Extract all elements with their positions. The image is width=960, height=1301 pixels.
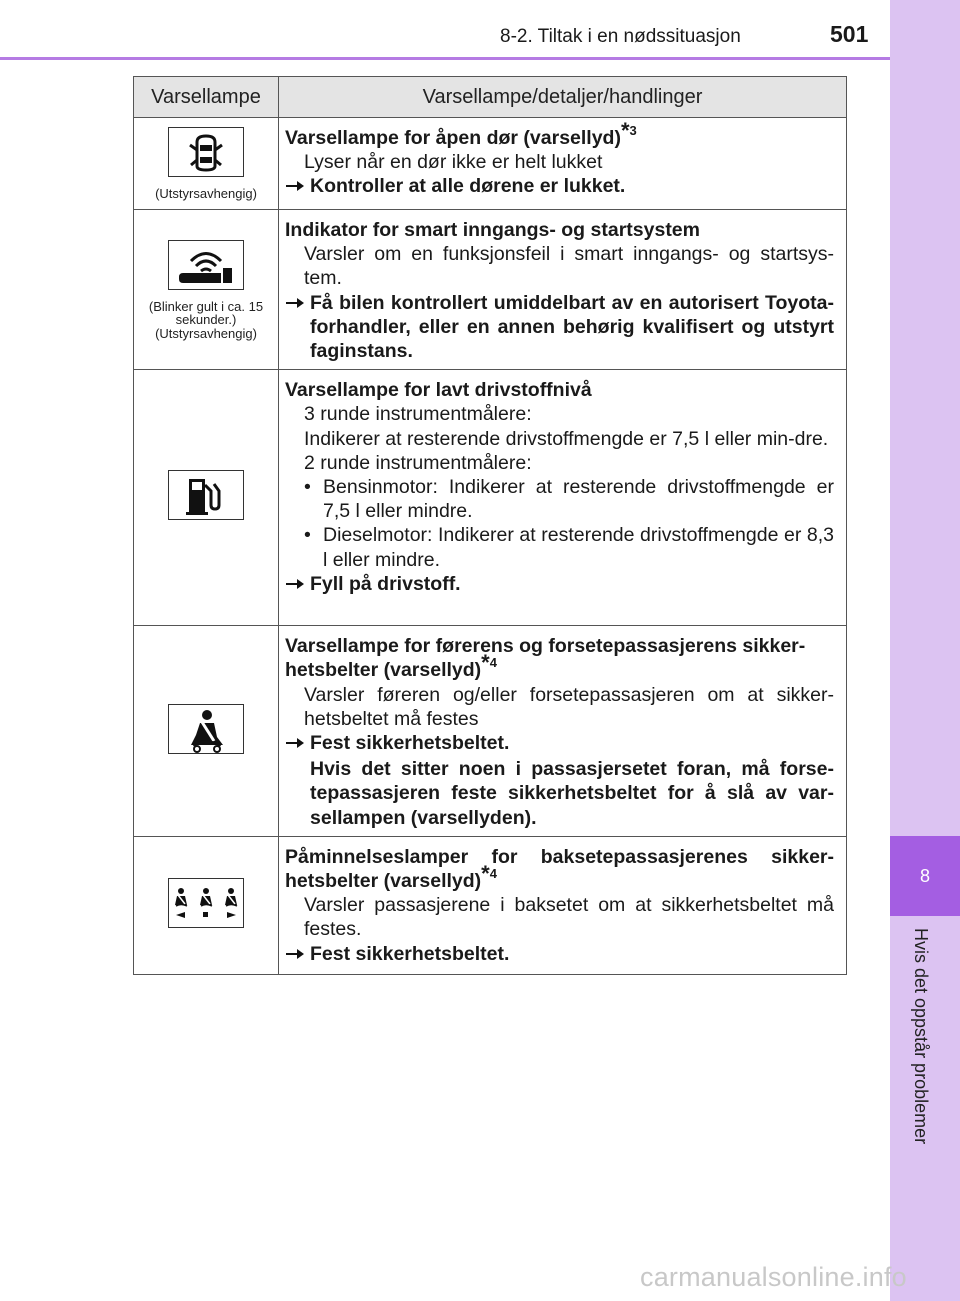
seatbelt-reminder-icon <box>168 704 244 754</box>
watermark: carmanualsonline.info <box>640 1262 907 1292</box>
icon-note: (Blinker gult i ca. 15 sekunder.) <box>148 298 264 327</box>
row-description: Varsler føreren og/eller forsetepassasjeren om at sikker-hetsbeltet må festes <box>304 683 834 730</box>
column-header-icon: Varsellampe <box>134 77 279 118</box>
rear-seatbelt-reminder-icon <box>168 878 244 928</box>
details-cell <box>279 626 847 837</box>
icon-cell <box>134 118 279 210</box>
arrow-right-icon <box>285 174 310 200</box>
smart-key-system-icon <box>168 240 244 290</box>
door-open-warning-icon <box>168 127 244 177</box>
row-description: Indikerer at resterende drivstoffmengde er 7,5 l eller min-dre. <box>304 427 829 450</box>
row-title: Varsellampe for lavt drivstoffnivå <box>285 379 592 402</box>
page-number: 501 <box>830 21 869 47</box>
row-action: Få bilen kontrollert umiddelbart av en autorisert Toyota-forhandler, eller en annen behørig kvalifisert og utstyrt faginstans. <box>285 291 834 364</box>
details-cell <box>279 210 847 370</box>
fuel-pump-icon <box>168 470 244 520</box>
list-item: • Dieselmotor: Indikerer at resterende drivstoffmengde er 8,3 l eller mindre. <box>304 524 834 571</box>
row-title: Indikator for smart inngangs- og startsystem <box>285 219 700 241</box>
table-row <box>134 370 847 626</box>
table-row <box>134 118 847 210</box>
row-title: Påminnelseslamper for baksetepassasjerenes sikker-hetsbelter (varsellyd)$^{*4}$ <box>285 845 834 893</box>
icon-cell <box>134 210 279 370</box>
arrow-right-icon <box>285 291 310 364</box>
details-cell <box>279 370 847 626</box>
row-action-continued: Hvis det sitter noen i passasjersetet foran, må forse-tepassasjeren feste sikkerhetsbeltet for å slå av var-sellampen (varsellyden). <box>310 758 834 829</box>
row-description: 2 runde instrumentmålere: <box>304 451 532 474</box>
details-cell <box>279 118 847 210</box>
column-header-details: Varsellampe/detaljer/handlinger <box>279 77 847 118</box>
chapter-number-tab[interactable]: 8 <box>890 836 960 916</box>
row-action: Fest sikkerhetsbeltet. <box>285 942 834 968</box>
page-header <box>0 0 888 60</box>
icon-cell <box>134 626 279 837</box>
list-item: • Bensinmotor: Indikerer at resterende drivstoffmengde er 7,5 l eller mindre. <box>304 476 834 523</box>
arrow-right-icon <box>285 942 310 968</box>
row-description: Varsler om en funksjonsfeil i smart inngangs- og startsys-tem. <box>304 243 834 290</box>
table-row <box>134 836 847 974</box>
row-action: Fest sikkerhetsbeltet. <box>285 731 834 757</box>
section-title: 8-2. Tiltak i en nødssituasjon <box>500 26 741 47</box>
table-row <box>134 626 847 837</box>
row-title: Varsellampe for åpen dør (varsellyd)$^{*3}$ <box>285 118 637 149</box>
row-action: Fyll på drivstoff. <box>285 572 834 598</box>
icon-cell <box>134 370 279 626</box>
footnote-ref[interactable]: *4 <box>481 861 497 887</box>
arrow-right-icon <box>285 731 310 757</box>
table-row <box>134 210 847 370</box>
row-title: Varsellampe for førerens og forsetepassasjerens sikker-hetsbelter (varsellyd)$^{*4}$ <box>285 635 806 682</box>
footnote-ref[interactable]: *4 <box>481 650 497 676</box>
row-description: 3 runde instrumentmålere: <box>304 403 532 426</box>
footnote-ref[interactable]: *3 <box>620 118 637 143</box>
table-header-row <box>134 77 847 118</box>
row-description: Varsler passasjerene i baksetet om at sikkerhetsbeltet må festes. <box>304 894 834 941</box>
row-action: Kontroller at alle dørene er lukket. <box>285 174 834 200</box>
header-rule <box>0 57 890 60</box>
icon-cell <box>134 836 279 974</box>
icon-note: (Utstyrsavhengig) <box>155 325 257 341</box>
chapter-sidebar <box>890 0 960 1301</box>
arrow-right-icon <box>285 572 310 598</box>
chapter-title: Hvis det oppstår problemer <box>911 928 931 1145</box>
details-cell <box>279 836 847 974</box>
warning-light-table <box>133 76 847 975</box>
row-description: Lyser når en dør ikke er helt lukket <box>304 151 603 174</box>
icon-note: (Utstyrsavhengig) <box>155 186 257 201</box>
